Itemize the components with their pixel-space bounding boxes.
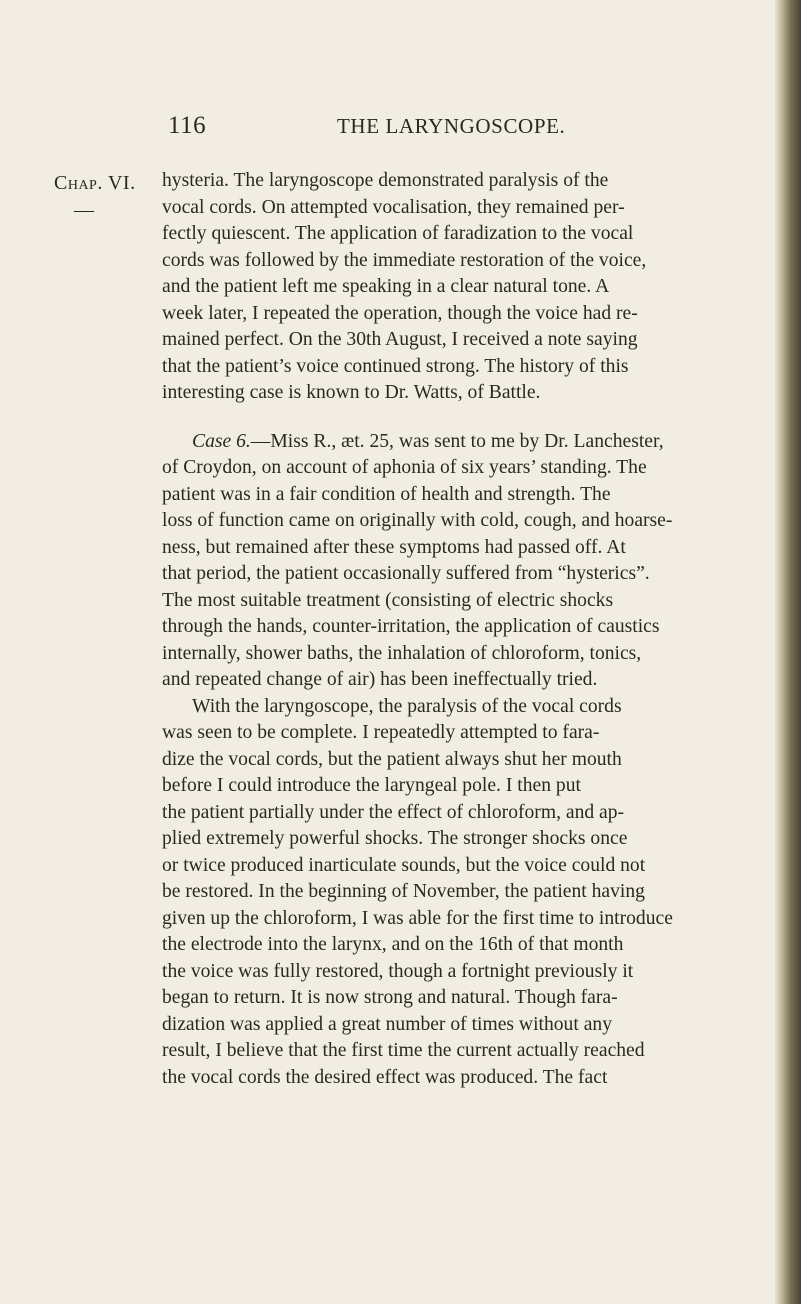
chapter-label: Chap. VI. (54, 172, 136, 194)
text-line: the vocal cords the desired effect was produced. The fact (162, 1066, 608, 1088)
case-6-paragraph (162, 429, 737, 694)
text-line: and repeated change of air) has been ineffectually tried. (162, 669, 598, 690)
text-line: the electrode into the larynx, and on the 16th of that month (162, 934, 624, 955)
text-line: began to return. It is now strong and natural. Though fara- (162, 987, 618, 1008)
book-spine-edge (775, 0, 801, 1304)
text-line (162, 429, 737, 456)
text-line: ness, but remained after these symptoms had passed off. At (162, 536, 626, 558)
text-line: internally, shower baths, the inhalation of chloroform, tonics, (162, 642, 642, 664)
text-line: the patient partially under the effect of chloroform, and ap- (162, 801, 625, 823)
text-line: The most suitable treatment (consisting of electric shocks (162, 589, 614, 611)
text-line: cords was followed by the immediate restoration of the voice, (162, 249, 647, 271)
text-line: given up the chloroform, I was able for the first time to introduce (162, 907, 673, 929)
text-line: loss of function came on originally with cold, cough, and hoarse- (162, 510, 673, 531)
text-line: interesting case is known to Dr. Watts, of Battle. (162, 382, 541, 403)
text-line: of Croydon, on account of aphonia of six years’ standing. The (162, 457, 647, 478)
text-line: result, I believe that the first time the current actually reached (162, 1040, 645, 1061)
text-line: mained perfect. On the 30th August, I received a note saying (162, 329, 638, 350)
text-line: the voice was fully restored, though a fortnight previously it (162, 960, 634, 982)
paragraph-3 (162, 694, 737, 1092)
text-line: dization was applied a great number of times without any (162, 1013, 612, 1035)
page-number: 116 (168, 112, 207, 139)
body-text (162, 168, 737, 1091)
text-line: and the patient left me speaking in a clear natural tone. A (162, 276, 610, 297)
text-line: With the laryngoscope, the paralysis of the vocal cords (192, 695, 622, 717)
running-title: THE LARYNGOSCOPE. (337, 114, 566, 138)
text-line: dize the vocal cords, but the patient always shut her mouth (162, 748, 622, 770)
case-label: Case 6. (192, 430, 251, 452)
text-line: patient was in a fair condition of health and strength. The (162, 483, 611, 505)
paragraph-gap (162, 407, 737, 429)
text-line: hysteria. The laryngoscope demonstrated paralysis of the (162, 170, 609, 191)
case-first-line: —Miss R., æt. 25, was sent to me by Dr. Lanchester, (250, 430, 664, 452)
text-line: plied extremely powerful shocks. The stronger shocks once (162, 828, 628, 849)
text-line: week later, I repeated the operation, though the voice had re- (162, 302, 638, 324)
text-line: that the patient’s voice continued strong. The history of this (162, 355, 629, 377)
text-line: through the hands, counter-irritation, the application of caustics (162, 616, 660, 637)
paragraph-1 (162, 168, 737, 407)
text-line: before I could introduce the laryngeal pole. I then put (162, 775, 581, 796)
text-line: or twice produced inarticulate sounds, but the voice could not (162, 854, 646, 876)
page-header (0, 112, 801, 146)
text-line: that period, the patient occasionally suffered from “hysterics”. (162, 563, 650, 584)
text-line: vocal cords. On attempted vocalisation, they remained per- (162, 196, 625, 218)
text-line: fectly quiescent. The application of faradization to the vocal (162, 223, 634, 244)
text-line: was seen to be complete. I repeatedly attempted to fara- (162, 722, 600, 743)
text-line: be restored. In the beginning of November, the patient having (162, 881, 645, 902)
chapter-dash: — (74, 199, 94, 221)
